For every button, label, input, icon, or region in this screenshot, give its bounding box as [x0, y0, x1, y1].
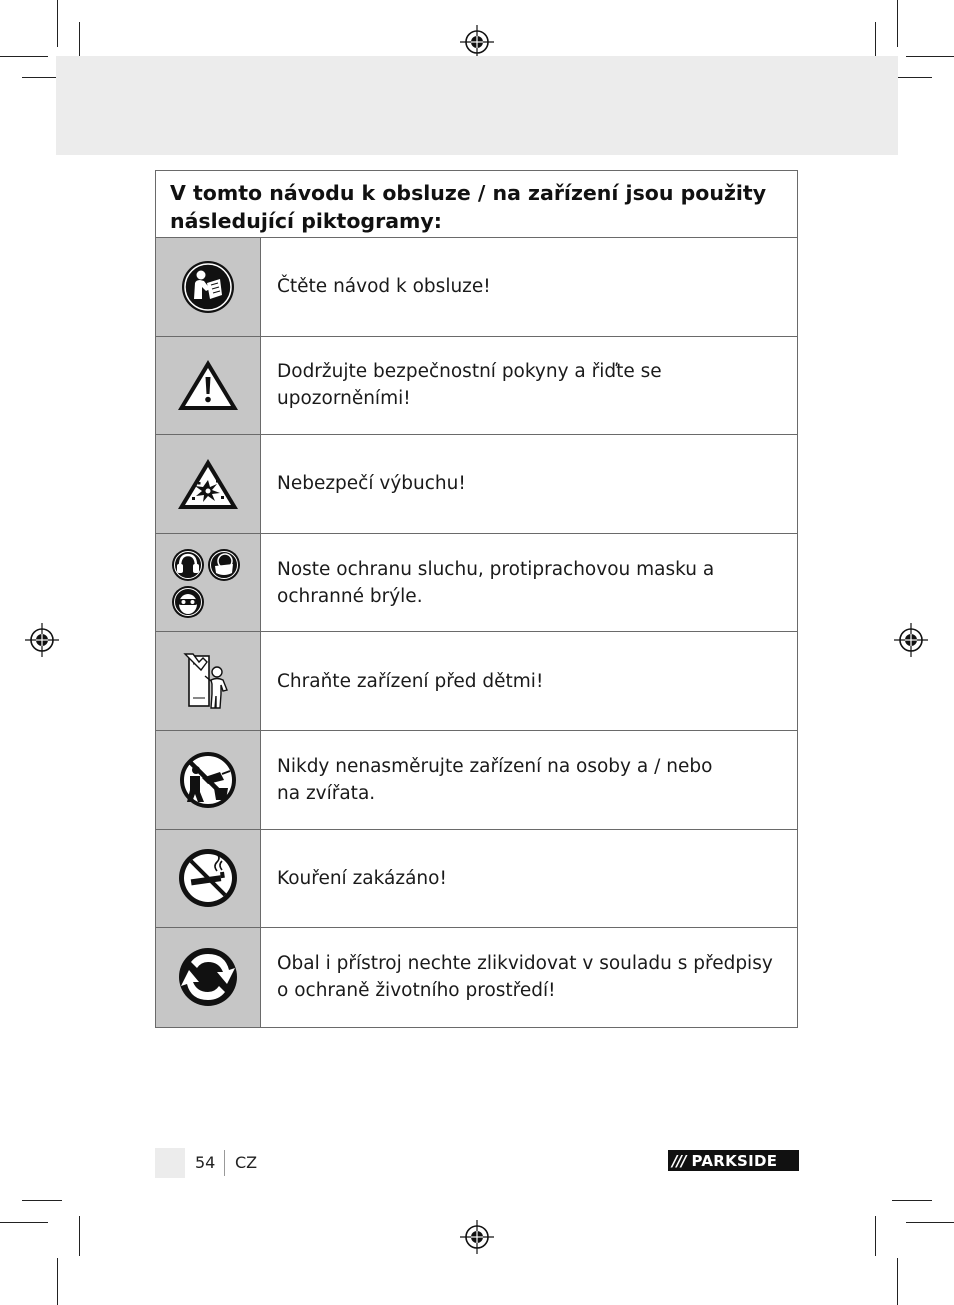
- crop-mark: [892, 1200, 932, 1201]
- crop-mark: [892, 77, 932, 78]
- header-band: [56, 56, 898, 155]
- table-heading: V tomto návodu k obsluze / na zařízení jsou použity následující piktogramy:: [156, 171, 797, 238]
- warning-triangle-icon: [176, 357, 240, 413]
- icon-cell: [156, 731, 261, 829]
- safety-goggles-icon: [171, 585, 205, 619]
- text-cell: [261, 928, 797, 1027]
- registration-mark-icon: [460, 1220, 494, 1254]
- pictogram-table: [155, 170, 798, 1028]
- text-cell: [261, 830, 797, 928]
- text-cell: [261, 731, 797, 829]
- table-row: [156, 337, 797, 436]
- icon-cell: [156, 830, 261, 928]
- crop-mark: [22, 1200, 62, 1201]
- icon-cell: [156, 928, 261, 1027]
- dust-mask-icon: [207, 548, 241, 582]
- crop-mark: [57, 1258, 58, 1305]
- crop-mark: [906, 1222, 954, 1223]
- table-row: [156, 632, 797, 731]
- footer-divider: [224, 1150, 225, 1176]
- crop-mark: [57, 0, 58, 47]
- brand-logo: [668, 1150, 799, 1171]
- text-cell: [261, 534, 797, 632]
- table-row: [156, 238, 797, 337]
- registration-mark-icon: [25, 623, 59, 657]
- pictogram-description: Chraňte zařízení před dětmi!: [277, 670, 544, 692]
- icon-cell: [156, 238, 261, 336]
- icon-cell: [156, 632, 261, 730]
- icon-cell: [156, 435, 261, 533]
- icon-cell: [156, 534, 261, 632]
- pictogram-description: Nebezpečí výbuchu!: [277, 473, 466, 495]
- crop-mark: [79, 1216, 80, 1256]
- text-cell: [261, 337, 797, 435]
- table-row: [156, 731, 797, 830]
- read-manual-icon: [180, 259, 236, 315]
- footer-box: [155, 1148, 185, 1178]
- crop-mark: [897, 0, 898, 47]
- green-dot-recycling-icon: [177, 946, 239, 1008]
- pictogram-description: Noste ochranu sluchu, protiprachovou masku a ochranné brýle.: [277, 558, 715, 607]
- hearing-protection-icon: [171, 548, 205, 582]
- crop-mark: [0, 1222, 48, 1223]
- brand-slashes: ///: [672, 1151, 686, 1170]
- table-row: [156, 534, 797, 633]
- pictogram-description: Nikdy nenasměrujte zařízení na osoby a / nebo na zvířata.: [277, 755, 713, 804]
- table-row: [156, 928, 797, 1027]
- crop-mark: [897, 1258, 898, 1305]
- text-cell: [261, 435, 797, 533]
- crop-mark: [79, 22, 80, 60]
- crop-mark: [906, 56, 954, 57]
- pictogram-description: Obal i přístroj nechte zlikvidovat v souladu s předpisy o ochraně životního prostředí!: [277, 953, 773, 1002]
- table-row: [156, 435, 797, 534]
- child-safety-icon: [183, 650, 233, 712]
- pictogram-description: Kouření zakázáno!: [277, 867, 447, 889]
- crop-mark: [0, 56, 48, 57]
- table-row: [156, 830, 797, 929]
- pictogram-description: Dodržujte bezpečnostní pokyny a řiďte se upozorněními!: [277, 361, 662, 410]
- no-pointing-at-people-icon: [178, 750, 238, 810]
- registration-mark-icon: [460, 25, 494, 59]
- text-cell: [261, 632, 797, 730]
- brand-name: PARKSIDE: [691, 1151, 778, 1170]
- page-number: 54: [195, 1153, 216, 1172]
- crop-mark: [875, 1216, 876, 1256]
- explosion-hazard-icon: [176, 456, 240, 512]
- pictogram-description: Čtěte návod k obsluze!: [277, 276, 491, 298]
- icon-cell: [156, 337, 261, 435]
- text-cell: [261, 238, 797, 336]
- registration-mark-icon: [894, 623, 928, 657]
- no-smoking-icon: [177, 847, 239, 909]
- crop-mark: [875, 22, 876, 60]
- language-code: CZ: [235, 1153, 258, 1172]
